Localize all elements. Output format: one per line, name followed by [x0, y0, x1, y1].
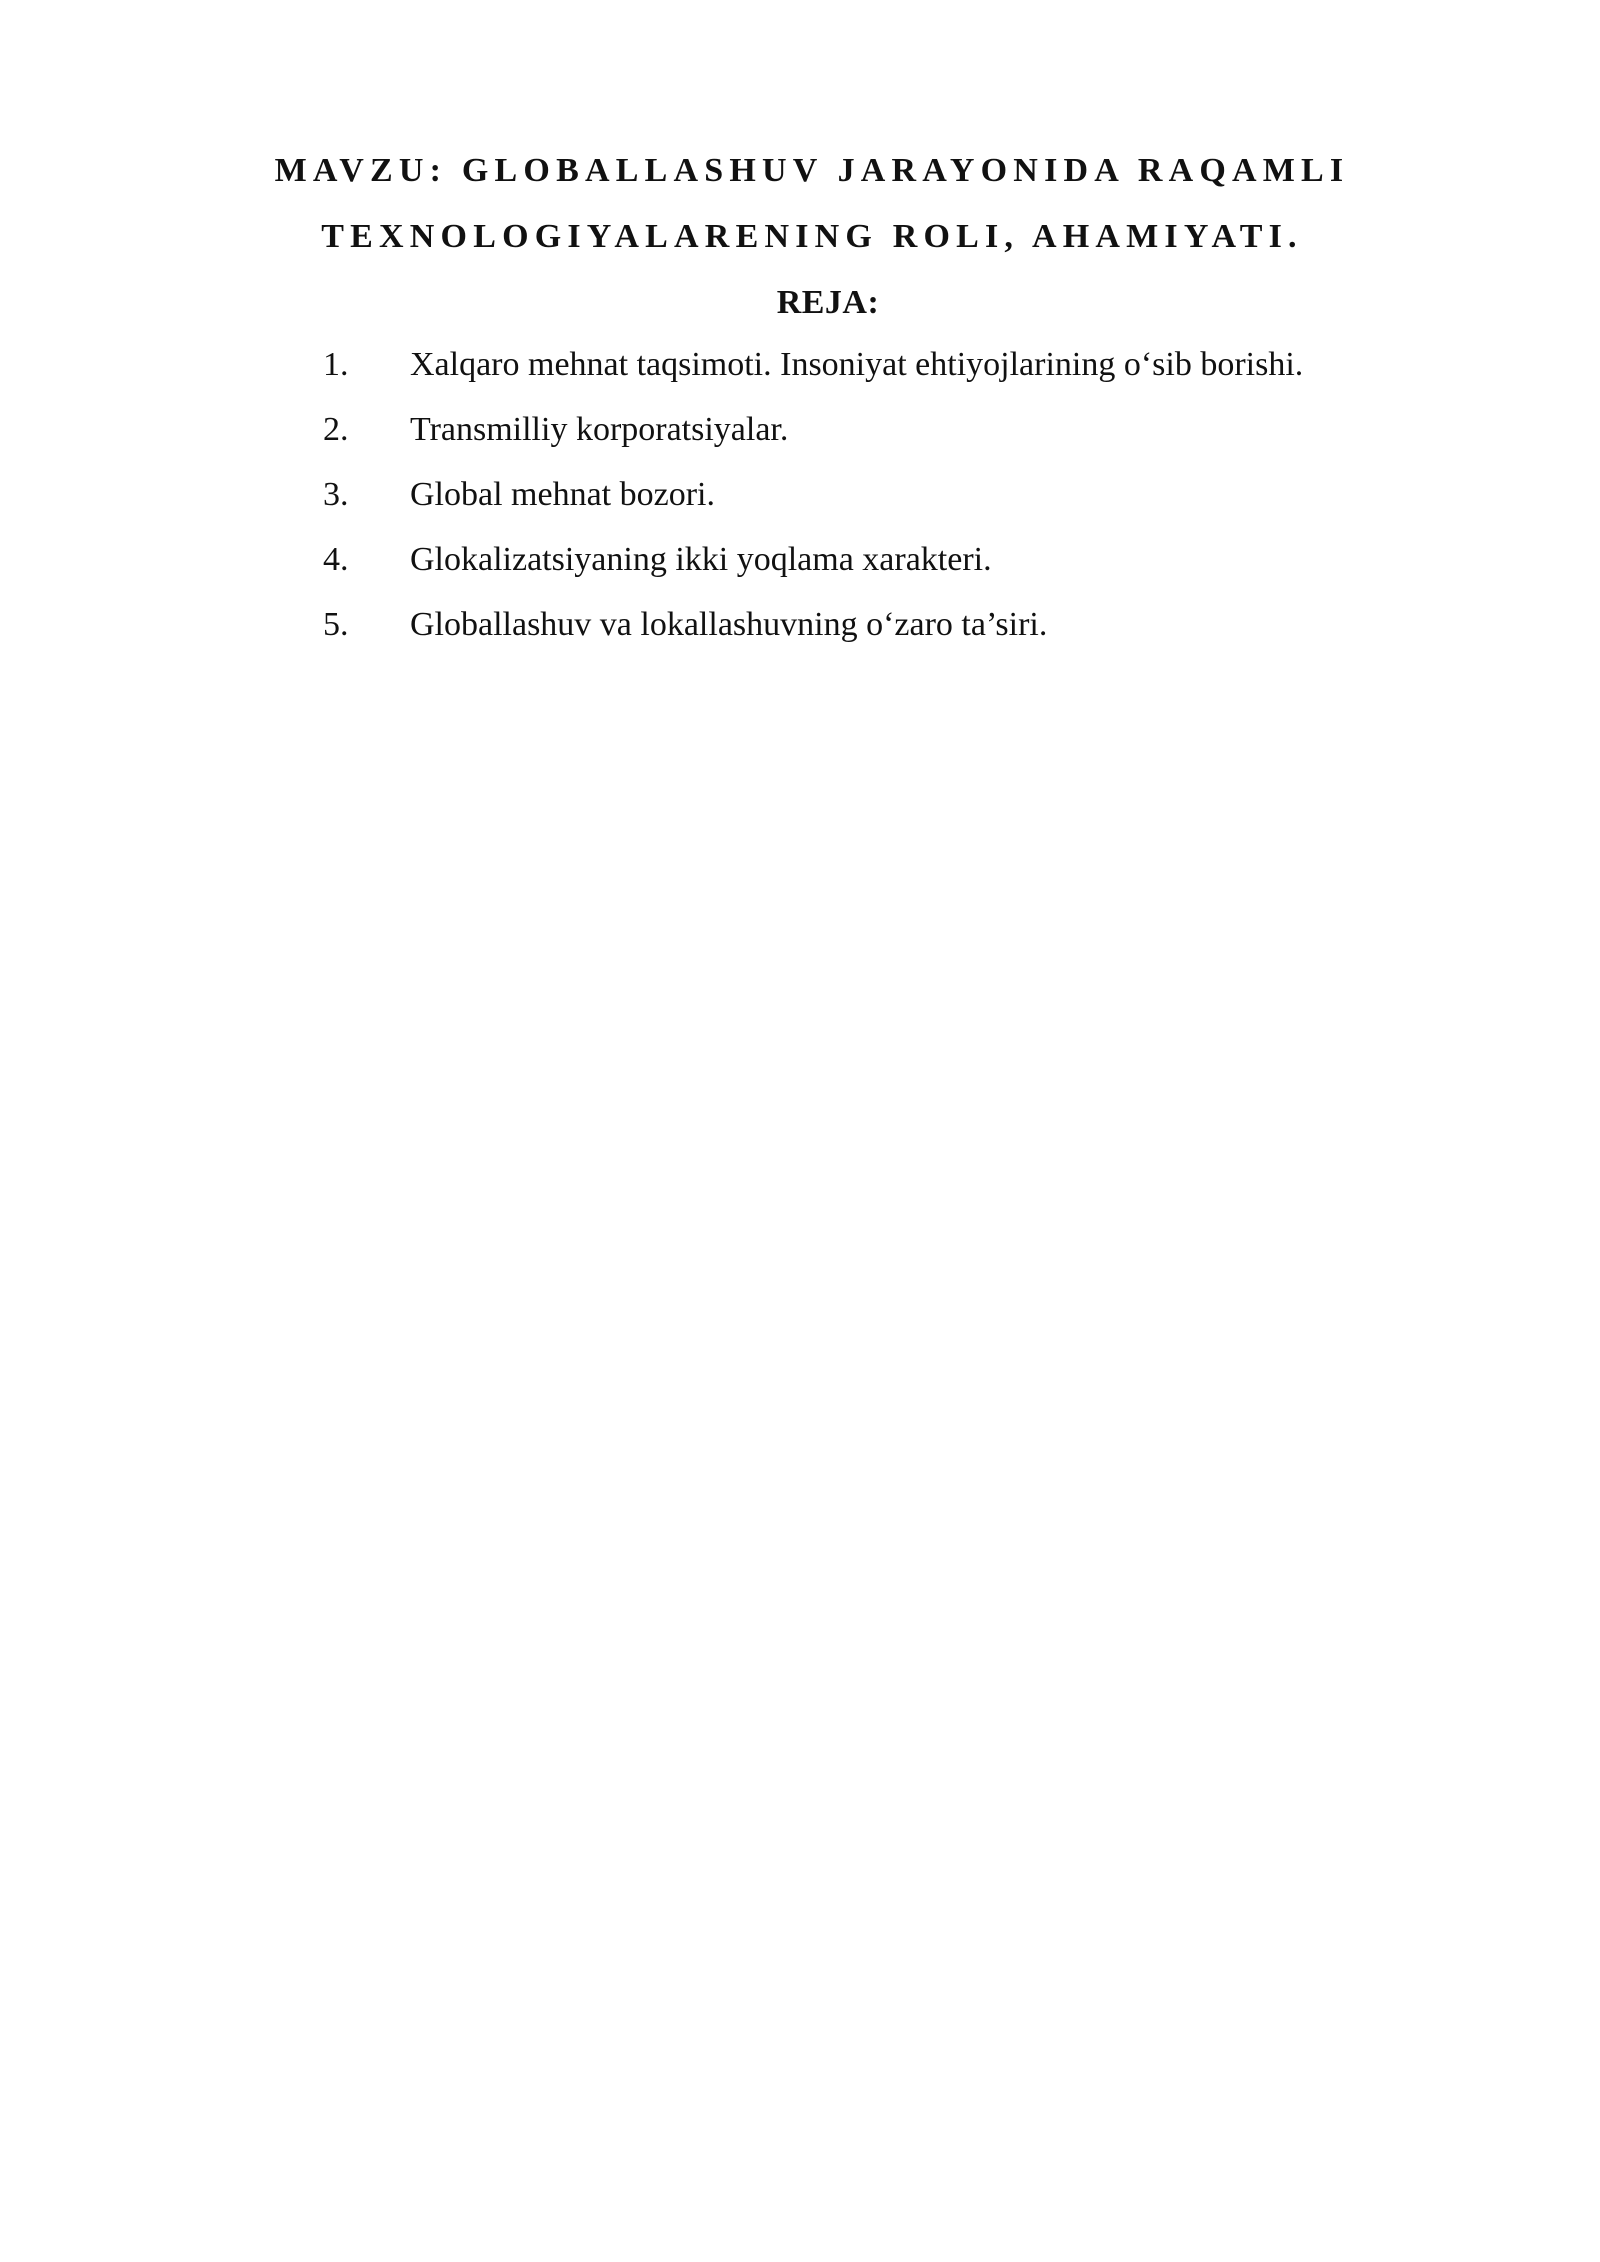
plan-item-text: Global mehnat bozori. — [410, 476, 715, 513]
document-title-line-2: TEXNOLOGIYALARENING ROLI, AHAMIYATI. — [321, 218, 1303, 255]
plan-item — [0, 606, 1600, 671]
plan-item-number: 5. — [323, 606, 349, 643]
plan-item — [0, 346, 1600, 411]
plan-item-number: 2. — [323, 411, 349, 448]
plan-item-number: 3. — [323, 476, 349, 513]
plan-item-text: Xalqaro mehnat taqsimoti. Insoniyat ehtiyojlarining o‘sib borishi. — [410, 346, 1304, 383]
plan-item-text: Globallashuv va lokallashuvning o‘zaro ta’siri. — [410, 606, 1048, 643]
plan-item — [0, 541, 1600, 606]
plan-item-text: Transmilliy korporatsiyalar. — [410, 411, 789, 448]
document-title-line-1: MAVZU: GLOBALLASHUV JARAYONIDA RAQAMLI — [274, 152, 1350, 189]
plan-item — [0, 476, 1600, 541]
plan-item-number: 1. — [323, 346, 349, 383]
plan-item — [0, 411, 1600, 476]
plan-item-text: Glokalizatsiyaning ikki yoqlama xarakteri. — [410, 541, 992, 578]
plan-heading: REJA: — [776, 284, 880, 321]
plan-item-number: 4. — [323, 541, 349, 578]
plan-list — [0, 346, 1600, 671]
